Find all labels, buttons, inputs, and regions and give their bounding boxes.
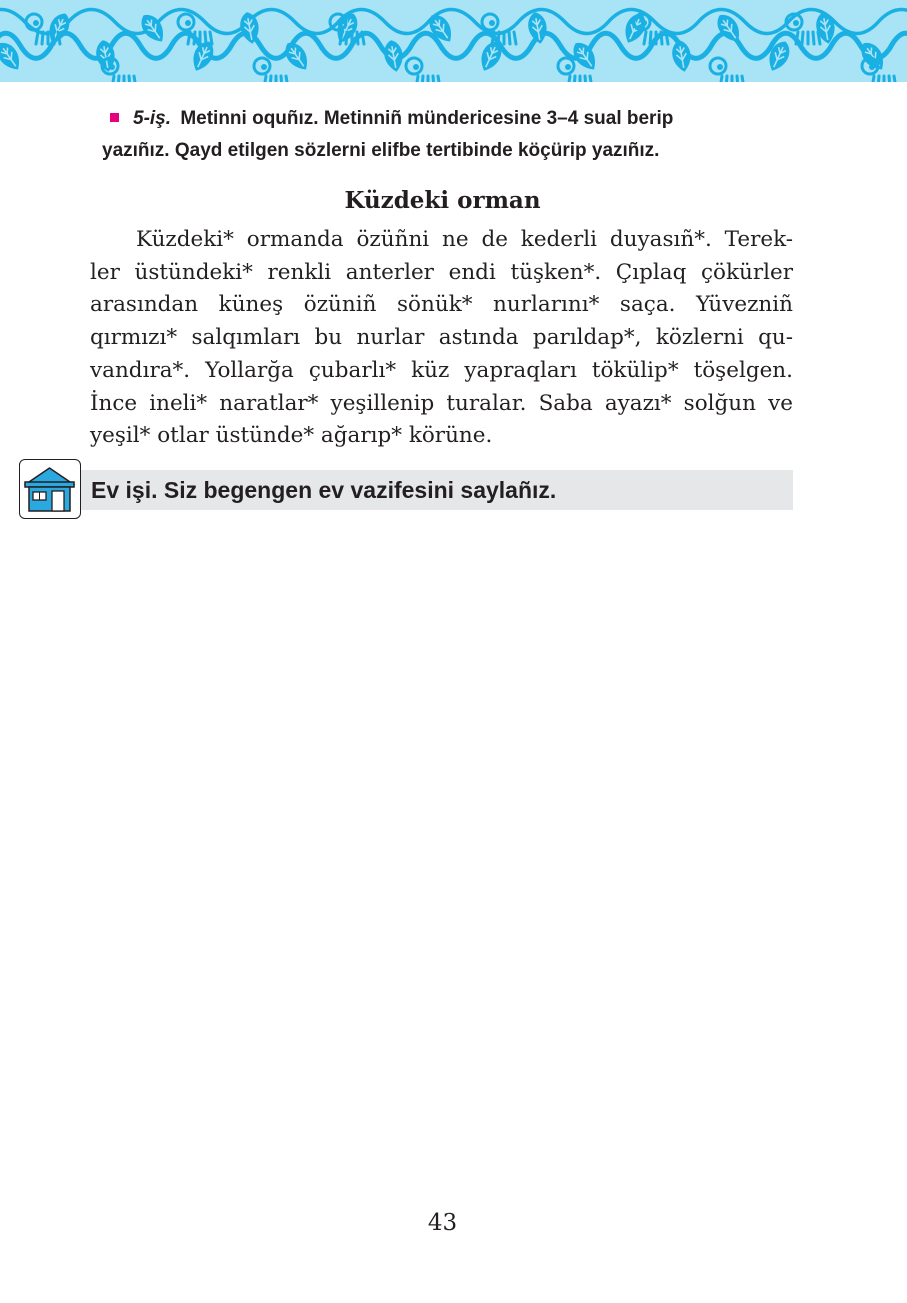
text-line: ler üstündeki* renkli anterler endi tüşken*. Çıplaq çökürler: [90, 259, 793, 285]
task-instruction: [102, 103, 802, 167]
floral-ornament: [0, 0, 907, 82]
task-number: 5-iş.: [133, 108, 172, 129]
house-icon: [19, 459, 81, 519]
ornamental-banner: [0, 0, 907, 82]
text-line: qırmızı* salqımları bu nurlar astında parıldap*, közlerni qu-: [90, 325, 793, 351]
text-line: vandıra*. Yollarğa çubarlı* küz yapraqları tökülip* töşelgen.: [90, 357, 793, 383]
task-first-line: [102, 103, 802, 135]
homework-section: [19, 459, 793, 521]
text-line: Küzdeki* ormanda özüñni ne de kederli duyasıñ*. Terek-: [136, 227, 793, 252]
text-title: Küzdeki orman: [344, 187, 541, 214]
text-line: arasından küneş özüniñ sönük* nurlarını* saça. Yüvezniñ: [90, 292, 793, 318]
reading-text: [90, 224, 793, 453]
task-text-line-1: Metinni oquñız. Metinniñ mündericesine 3–4 sual berip: [180, 108, 674, 129]
page-number: 43: [427, 1210, 458, 1236]
house-icon-graphic: [20, 460, 79, 517]
homework-label: Ev işi. Siz begengen ev vazifesini saylañız.: [91, 477, 557, 503]
square-bullet-icon: [110, 113, 119, 122]
text-line: yeşil* otlar üstünde* ağarıp* körüne.: [90, 423, 493, 449]
task-text-line-2: yazıñız. Qayd etilgen sözlerni elifbe tertibinde köçürip yazıñız.: [102, 140, 660, 161]
text-line: İnce ineli* naratlar* yeşillenip turalar. Saba ayazı* solğun ve: [90, 390, 793, 416]
